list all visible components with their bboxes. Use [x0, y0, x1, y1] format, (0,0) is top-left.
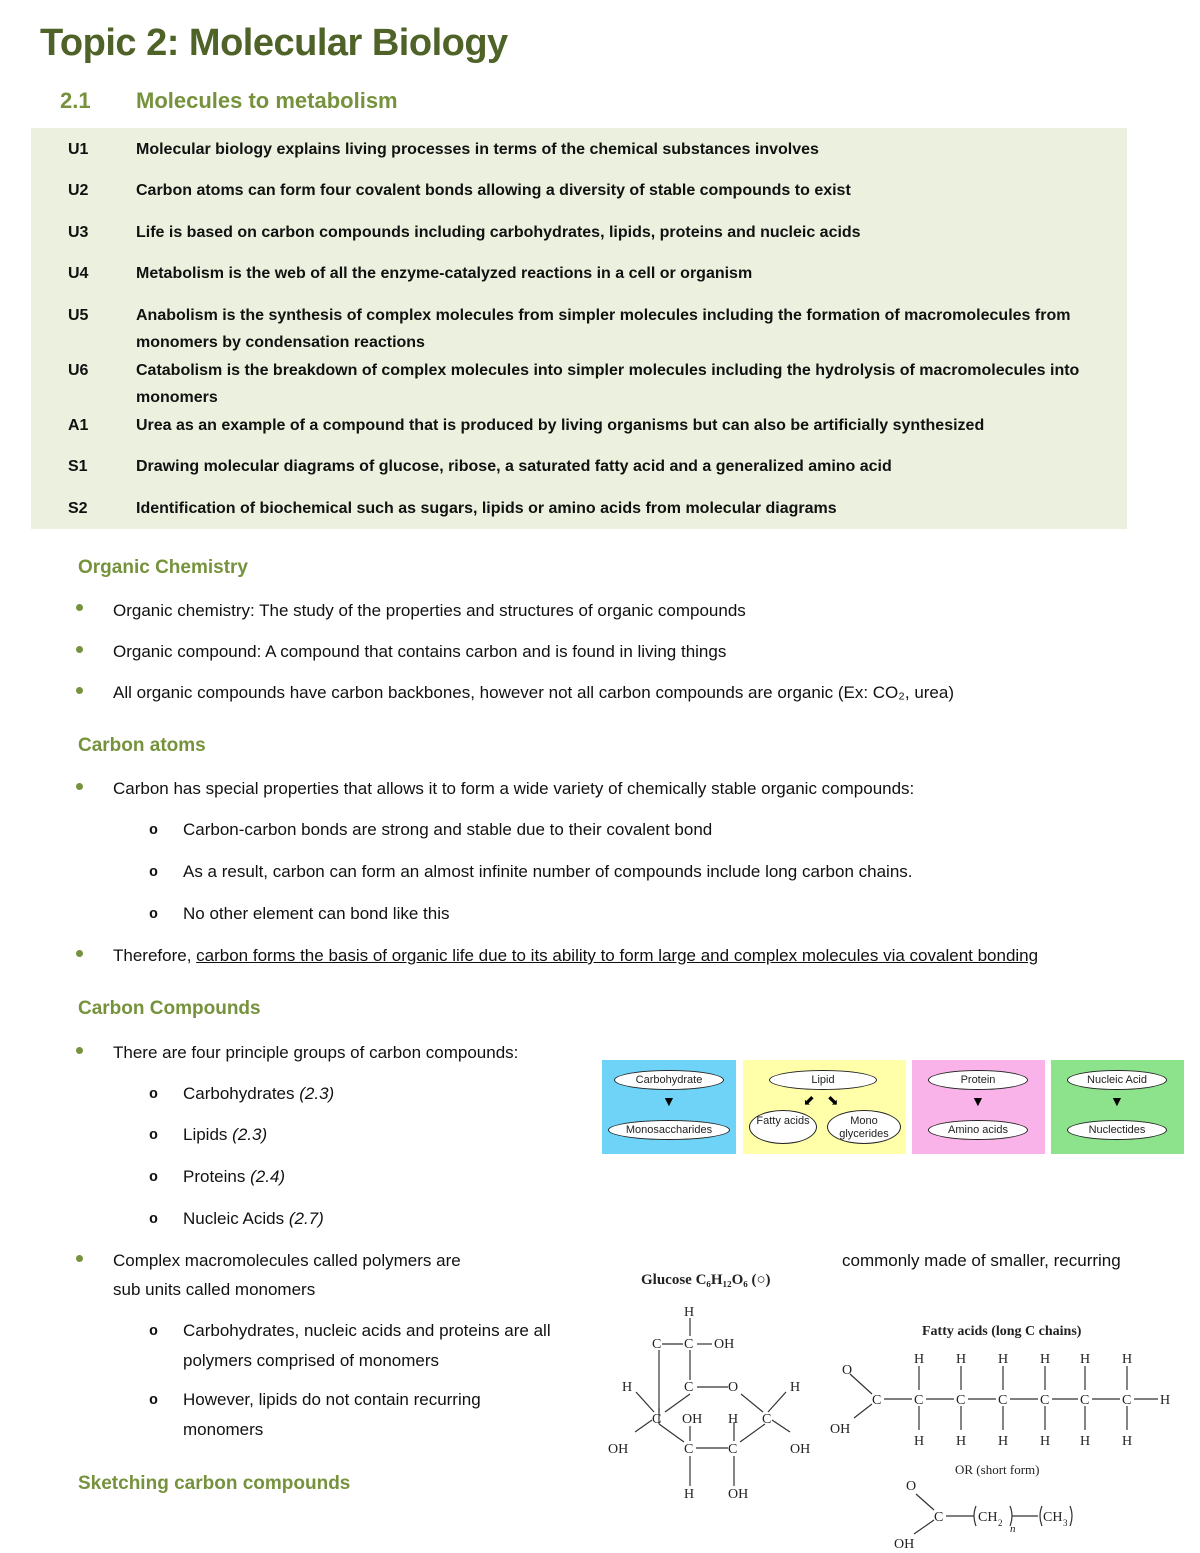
atom-label: CH: [978, 1510, 998, 1525]
carbohydrate-panel: [602, 1060, 736, 1154]
understanding-text: Life is based on carbon compounds including carbohydrates, lipids, proteins and nucleic acids: [136, 224, 861, 241]
atom-label: H: [622, 1380, 633, 1395]
atom-label: O: [728, 1380, 739, 1395]
sub-bullet-marker: o: [149, 1392, 159, 1409]
lipid-panel: [743, 1060, 906, 1154]
bullet-dot: [76, 604, 83, 611]
atom-label: C: [1040, 1393, 1050, 1408]
organic-heading: Organic Chemistry: [78, 557, 248, 578]
group-ref: (2.3): [299, 1084, 335, 1103]
bullet-dot: [76, 950, 83, 957]
sub-bullet-marker: o: [149, 1211, 159, 1228]
carbon-bullet-2: [113, 941, 1038, 970]
atom-label: H: [684, 1305, 695, 1320]
understanding-text: Molecular biology explains living processes in terms of the chemical substances involves: [136, 141, 819, 158]
atom-label: OH: [608, 1442, 629, 1457]
atom-label: O: [906, 1479, 917, 1494]
atom-label: C: [684, 1337, 694, 1352]
group-name: Carbohydrates: [183, 1084, 295, 1103]
nucleic-acid-oval: Nucleic Acid: [1067, 1070, 1167, 1090]
atom-label: H: [956, 1352, 967, 1367]
atom-label: C: [956, 1393, 966, 1408]
atom-label: H: [1080, 1434, 1091, 1449]
protein-panel: [912, 1060, 1045, 1154]
carbon-sub-1: Carbon-carbon bonds are strong and stable due to their covalent bond: [183, 820, 713, 839]
arrow-down-icon: ▼: [971, 1093, 985, 1109]
short-form-label: OR (short form): [955, 1462, 1040, 1477]
arrow-down-right-icon: ⬊: [827, 1092, 839, 1108]
atom-label: OH: [728, 1487, 749, 1502]
nucleic-acid-panel: [1051, 1060, 1184, 1154]
atom-label: C: [652, 1412, 662, 1427]
amino-acids-oval: Amino acids: [928, 1120, 1028, 1140]
sub-bullet-marker: o: [149, 1323, 159, 1340]
atom-label: H: [914, 1434, 925, 1449]
atom-label: C: [1080, 1393, 1090, 1408]
understanding-code: S1: [68, 458, 88, 475]
monoglycerides-oval: Mono glycerides: [827, 1110, 901, 1144]
atom-label: H: [790, 1380, 801, 1395]
atom-label: H: [1160, 1393, 1171, 1408]
atom-label: H: [1122, 1352, 1133, 1367]
atom-label: O: [842, 1363, 853, 1378]
atom-label: OH: [894, 1537, 915, 1552]
compounds-heading: Carbon Compounds: [78, 998, 261, 1019]
fatty-acid-structure: [826, 1346, 1186, 1456]
atom-label: H: [998, 1434, 1009, 1449]
therefore-underlined: carbon forms the basis of organic life due to its ability to form large and complex molecules via covalent bonding: [196, 946, 1039, 965]
organic-bullet-3: All organic compounds have carbon backbones, however not all carbon compounds are organic (Ex: CO₂, urea): [113, 683, 955, 702]
understanding-text: Anabolism is the synthesis of complex molecules from simpler molecules including the formation of macromolecules from monomers by condensation reactions: [136, 307, 1071, 351]
understanding-code: U5: [68, 307, 89, 324]
atom-label: C: [652, 1337, 662, 1352]
group-name: Proteins: [183, 1167, 246, 1186]
atom-label: H: [914, 1352, 925, 1367]
bullet-dot: [76, 646, 83, 653]
understanding-text: Drawing molecular diagrams of glucose, ribose, a saturated fatty acid and a generalized amino acid: [136, 458, 892, 475]
atom-label: C: [872, 1393, 882, 1408]
carbohydrate-oval: Carbohydrate: [614, 1070, 724, 1090]
nucleotides-oval: Nuclectides: [1067, 1120, 1167, 1140]
protein-oval: Protein: [928, 1070, 1028, 1090]
atom-label: OH: [830, 1422, 851, 1437]
sub-bullet-marker: o: [149, 822, 159, 839]
atom-label: n: [1010, 1523, 1016, 1535]
page-title: Topic 2: Molecular Biology: [40, 22, 508, 64]
arrow-down-left-icon: ⬋: [803, 1092, 815, 1108]
fatty-acids-oval: Fatty acids: [749, 1110, 817, 1144]
atom-label: 2: [998, 1518, 1003, 1528]
polymers-sub-2: However, lipids do not contain recurring monomers: [183, 1390, 481, 1439]
bullet-dot: [76, 783, 83, 790]
atom-label: OH: [682, 1412, 703, 1427]
atom-label: H: [728, 1412, 739, 1427]
understanding-code: U6: [68, 362, 89, 379]
group-name: Lipids: [183, 1125, 228, 1144]
carbon-bullet-1: Carbon has special properties that allows it to form a wide variety of chemically stable organic compounds:: [113, 779, 915, 798]
carbon-atoms-heading: Carbon atoms: [78, 735, 206, 756]
sub-bullet-marker: o: [149, 1169, 159, 1186]
fatty-acid-short-form: [880, 1476, 1080, 1552]
sub-bullet-marker: o: [149, 864, 159, 881]
understanding-text: Catabolism is the breakdown of complex molecules into simpler molecules including the hydrolysis of macromolecules into monomers: [136, 362, 1080, 406]
bullet-dot: [76, 687, 83, 694]
group-ref: (2.3): [232, 1125, 268, 1144]
glucose-label: Glucose C₆H₁₂O₆ (○): [641, 1272, 771, 1288]
group-ref: (2.7): [288, 1209, 324, 1228]
section-title: Molecules to metabolism: [136, 88, 398, 113]
sub-bullet-marker: o: [149, 1086, 159, 1103]
polymers-bullet-a: Complex macromolecules called polymers are: [113, 1251, 461, 1270]
atom-label: H: [1040, 1352, 1051, 1367]
therefore-prefix: Therefore,: [113, 946, 197, 965]
understanding-code: U4: [68, 265, 89, 282]
carbon-sub-2: As a result, carbon can form an almost infinite number of compounds include long carbon chains.: [183, 862, 913, 881]
lipid-oval: Lipid: [769, 1070, 877, 1090]
section-heading: [60, 88, 398, 114]
atom-label: OH: [714, 1337, 735, 1352]
group-nucleic-acids: [183, 1204, 324, 1234]
atom-label: H: [998, 1352, 1009, 1367]
atom-label: H: [684, 1487, 695, 1502]
sub-bullet-marker: o: [149, 1127, 159, 1144]
atom-label: C: [1122, 1393, 1132, 1408]
polymers-sub-1: Carbohydrates, nucleic acids and proteins are all polymers comprised of monomers: [183, 1321, 551, 1370]
arrow-down-icon: ▼: [1110, 1093, 1124, 1109]
bullet-dot: [76, 1047, 83, 1054]
arrow-down-icon: ▼: [662, 1093, 676, 1109]
glucose-structure: [600, 1296, 830, 1506]
understanding-text: Metabolism is the web of all the enzyme-catalyzed reactions in a cell or organism: [136, 265, 753, 282]
atom-label: H: [1040, 1434, 1051, 1449]
atom-label: OH: [790, 1442, 811, 1457]
group-name: Nucleic Acids: [183, 1209, 285, 1228]
atom-label: CH: [1043, 1510, 1063, 1525]
bullet-dot: [76, 1255, 83, 1262]
atom-label: C: [762, 1412, 772, 1427]
carbon-sub-3: No other element can bond like this: [183, 904, 450, 923]
understanding-text: Identification of biochemical such as sugars, lipids or amino acids from molecular diagrams: [136, 500, 837, 517]
monosaccharides-oval: Monosaccharides: [608, 1120, 730, 1140]
understanding-code: S2: [68, 500, 88, 517]
group-ref: (2.4): [250, 1167, 286, 1186]
atom-label: H: [956, 1434, 967, 1449]
organic-bullet-1: Organic chemistry: The study of the properties and structures of organic compounds: [113, 601, 746, 620]
atom-label: C: [684, 1442, 694, 1457]
understanding-code: U1: [68, 141, 89, 158]
organic-bullet-2: Organic compound: A compound that contains carbon and is found in living things: [113, 642, 727, 661]
sketching-heading: Sketching carbon compounds: [78, 1473, 351, 1494]
understanding-code: U2: [68, 182, 89, 199]
atom-label: C: [684, 1380, 694, 1395]
atom-label: H: [1080, 1352, 1091, 1367]
group-lipids: [183, 1120, 267, 1150]
atom-label: C: [998, 1393, 1008, 1408]
polymers-bullet-b: commonly made of smaller, recurring: [842, 1251, 1121, 1270]
atom-label: C: [728, 1442, 738, 1457]
group-carbohydrates: [183, 1079, 334, 1109]
atom-label: 3: [1063, 1518, 1068, 1528]
understanding-code: U3: [68, 224, 89, 241]
compounds-bullet-1: There are four principle groups of carbon compounds:: [113, 1043, 519, 1062]
sub-bullet-marker: o: [149, 906, 159, 923]
atom-label: C: [934, 1510, 944, 1525]
understanding-text: Urea as an example of a compound that is produced by living organisms but can also be artificially synthesized: [136, 417, 985, 434]
fatty-acid-label: Fatty acids (long C chains): [922, 1324, 1082, 1339]
understanding-code: A1: [68, 417, 89, 434]
atom-label: H: [1122, 1434, 1133, 1449]
polymers-bullet-c: sub units called monomers: [113, 1280, 316, 1299]
understanding-text: Carbon atoms can form four covalent bonds allowing a diversity of stable compounds to exist: [136, 182, 851, 199]
section-number: 2.1: [60, 88, 91, 113]
group-proteins: [183, 1162, 285, 1192]
atom-label: C: [914, 1393, 924, 1408]
